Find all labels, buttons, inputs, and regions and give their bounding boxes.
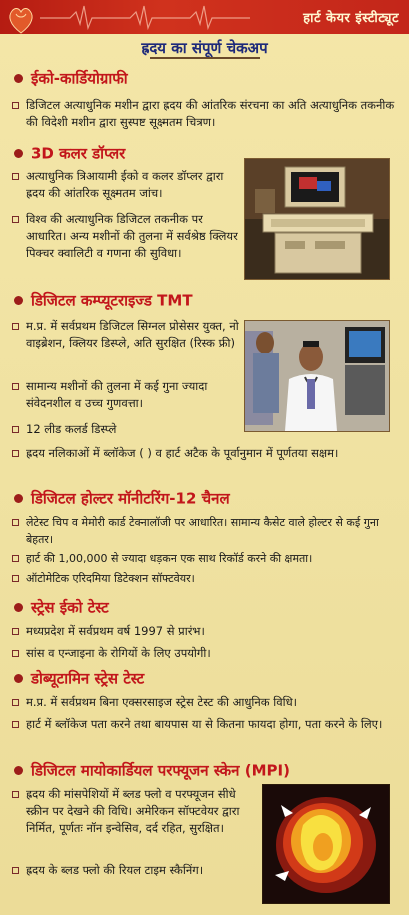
list-item: हार्ट की 1,00,000 से ज्यादा धड़कन एक साथ रिकॉर्ड करने की क्षमता। <box>12 550 397 567</box>
list-item: लेटेस्ट चिप व मेमोरी कार्ड टेक्नालॉजी पर आधारित। सामान्य कैसेट वाले होल्टर से कई गुना बेहतर। <box>12 514 397 548</box>
square-bullet-icon <box>12 450 19 457</box>
perfusion-scan-image <box>262 784 390 904</box>
page-title: ह्रदय का संपूर्ण चेकअप <box>141 39 268 57</box>
square-bullet-icon <box>12 628 19 635</box>
list-item: हार्ट में ब्लॉकेज पता करने तथा बायपास या से कितना फायदा होगा, पता करने के लिए। <box>12 716 397 733</box>
section-heading-echo: ईको-कार्डियोग्राफी <box>14 68 128 89</box>
square-bullet-icon <box>12 791 19 798</box>
header-title: हार्ट केयर इंस्टीट्यूट <box>303 11 399 26</box>
square-bullet-icon <box>12 699 19 706</box>
title-underline <box>150 57 260 59</box>
bullet-icon <box>14 149 23 158</box>
list-item: ह्रदय की मांसपेशियों में ब्लड फ्लो व परफ्यूजन सीधे स्क्रीन पर देखने की विधि। अमेरिकन सॉफ्टवेयर द्वारा निर्मित, पूर्णतः नॉन इन्वेसिव, दर्द रहित, सुरक्षित। <box>12 786 258 837</box>
square-bullet-icon <box>12 102 19 109</box>
section-heading-dobutamine: डोब्यूटामिन स्ट्रेस टेस्ट <box>14 668 144 689</box>
doppler-machine-photo <box>244 158 390 280</box>
list-item: म.प्र. में सर्वप्रथम बिना एक्सरसाइज स्ट्रेस टेस्ट की आधुनिक विधि। <box>12 694 397 711</box>
square-bullet-icon <box>12 383 19 390</box>
square-bullet-icon <box>12 650 19 657</box>
section-heading-tmt: डिजिटल कम्प्यूटराइज्ड TMT <box>14 290 193 311</box>
square-bullet-icon <box>12 721 19 728</box>
list-item: अत्याधुनिक त्रिआयामी ईको व कलर डॉप्लर द्वारा ह्रदय की आंतरिक सूक्ष्मतम जांच। <box>12 168 240 202</box>
bullet-icon <box>14 766 23 775</box>
bullet-icon <box>14 296 23 305</box>
heart-logo-icon <box>6 2 36 36</box>
square-bullet-icon <box>12 426 19 433</box>
list-item: सांस व एन्जाइना के रोगियों के लिए उपयोगी। <box>12 645 397 662</box>
square-bullet-icon <box>12 173 19 180</box>
square-bullet-icon <box>12 323 19 330</box>
section-heading-stress-echo: स्ट्रेस ईको टेस्ट <box>14 597 109 618</box>
bullet-icon <box>14 674 23 683</box>
list-item: 12 लीड कलर्ड डिस्प्ले <box>12 421 240 438</box>
list-item: डिजिटल अत्याधुनिक मशीन द्वारा ह्रदय की आंतरिक संरचना का अति अत्याधुनिक तकनीक की विदेशी मशीन द्वारा सुस्पष्ट सूक्ष्मतम चित्रण। <box>12 97 397 131</box>
section-heading-mpi: डिजिटल मायोकार्डियल परफ्यूजन स्केन (MPI) <box>14 760 290 781</box>
square-bullet-icon <box>12 867 19 874</box>
list-item: ह्रदय नलिकाओं में ब्लॉकेज ( ) व हार्ट अटैक के पूर्वानुमान में पूर्णतया सक्षम। <box>12 445 397 462</box>
list-item: ह्रदय के ब्लड फ्लो की रियल टाइम स्कैनिंग। <box>12 862 258 879</box>
list-item: म.प्र. में सर्वप्रथम डिजिटल सिग्नल प्रोसेसर युक्त, नो वाइब्रेशन, क्लियर डिस्प्ले, अति सुरक्षित (रिस्क फ्री) <box>12 318 240 352</box>
header-bar <box>0 0 409 34</box>
square-bullet-icon <box>12 216 19 223</box>
bullet-icon <box>14 603 23 612</box>
tmt-doctor-photo <box>244 320 390 432</box>
square-bullet-icon <box>12 519 19 526</box>
list-item: ऑटोमेटिक एरिदमिया डिटेक्शन सॉफ्टवेयर। <box>12 570 397 587</box>
section-heading-holter: डिजिटल होल्टर मॉनीटरिंग-12 चैनल <box>14 488 230 509</box>
list-item: मध्यप्रदेश में सर्वप्रथम वर्ष 1997 से प्रारंभ। <box>12 623 397 640</box>
section-heading-doppler: 3D कलर डॉप्लर <box>14 143 125 164</box>
bullet-icon <box>14 494 23 503</box>
bullet-icon <box>14 74 23 83</box>
list-item: विश्व की अत्याधुनिक डिजिटल तकनीक पर आधारित। अन्य मशीनों की तुलना में सर्वश्रेष्ठ क्लियर पिक्चर क्वालिटी व गणना की सुविधा। <box>12 211 240 262</box>
square-bullet-icon <box>12 555 19 562</box>
square-bullet-icon <box>12 575 19 582</box>
list-item: सामान्य मशीनों की तुलना में कई गुना ज्यादा संवेदनशील व उच्च गुणवत्ता। <box>12 378 240 412</box>
